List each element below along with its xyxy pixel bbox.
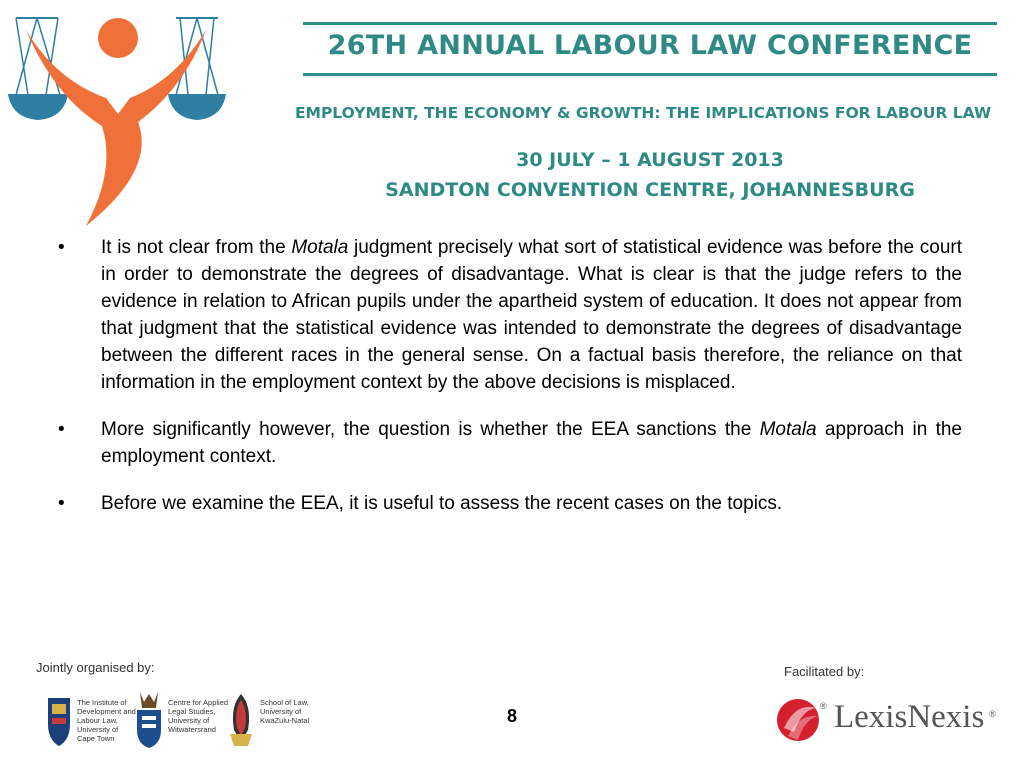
conference-theme: EMPLOYMENT, THE ECONOMY & GROWTH: THE IMPLICATIONS FOR LABOUR LAW: [294, 104, 992, 122]
bullet-text: Before we examine the EEA, it is useful to assess the recent cases on the topics.: [101, 493, 783, 514]
bullet-item: [58, 234, 962, 396]
bullet-item: [58, 416, 962, 470]
organiser-wits: Centre for Applied Legal Studies, University of Witwatersrand: [168, 698, 229, 734]
conference-venue: SANDTON CONVENTION CENTRE, JOHANNESBURG: [385, 179, 915, 201]
header-rule-bottom: [303, 73, 997, 76]
uct-crest-icon: [46, 690, 72, 750]
sponsor-name: LexisNexis: [834, 699, 985, 735]
bullet-text: More significantly however, the question is whether the EEA sanctions the Motala approach in the employment context.: [101, 419, 962, 467]
bullet-icon: •: [58, 237, 65, 258]
header-rule-top: [303, 22, 997, 25]
conference-dates: 30 JULY – 1 AUGUST 2013: [516, 149, 784, 171]
jointly-organised-label: Jointly organised by:: [36, 660, 155, 675]
bullet-icon: •: [58, 419, 65, 440]
ukzn-crest-icon: [226, 690, 256, 750]
sponsor-logo-registered-mark: ®: [820, 701, 827, 711]
facilitated-by-label: Facilitated by:: [784, 664, 865, 679]
page-number: 8: [506, 706, 517, 726]
organiser-uct: The Institute of Development and Labour Law, University of Cape Town: [77, 698, 136, 743]
bullet-text: It is not clear from the Motala judgment precisely what sort of statistical evidence was before the court in order to demonstrate the degrees of disadvantage. What is clear is that the judge refers to the evidence in relation to African pupils under the apartheid system of education. It does not appear from that judgment that the statistical evidence was intended to demonstrate the degrees of disadvantage between the different races in the general sense. On a factual basis therefore, the reliance on that information in the employment context by the above decisions is misplaced.: [101, 237, 962, 393]
lexisnexis-logo-icon: [776, 698, 820, 742]
bullet-icon: •: [58, 493, 65, 514]
conference-logo: [6, 10, 228, 228]
wits-crest-icon: [134, 690, 164, 750]
bullet-list: [58, 234, 962, 537]
organiser-ukzn: School of Law, University of KwaZulu-Natal: [260, 698, 310, 725]
bullet-item: [58, 490, 962, 517]
conference-title: 26TH ANNUAL LABOUR LAW CONFERENCE: [327, 30, 973, 61]
sponsor-registered-mark: ®: [989, 709, 996, 719]
